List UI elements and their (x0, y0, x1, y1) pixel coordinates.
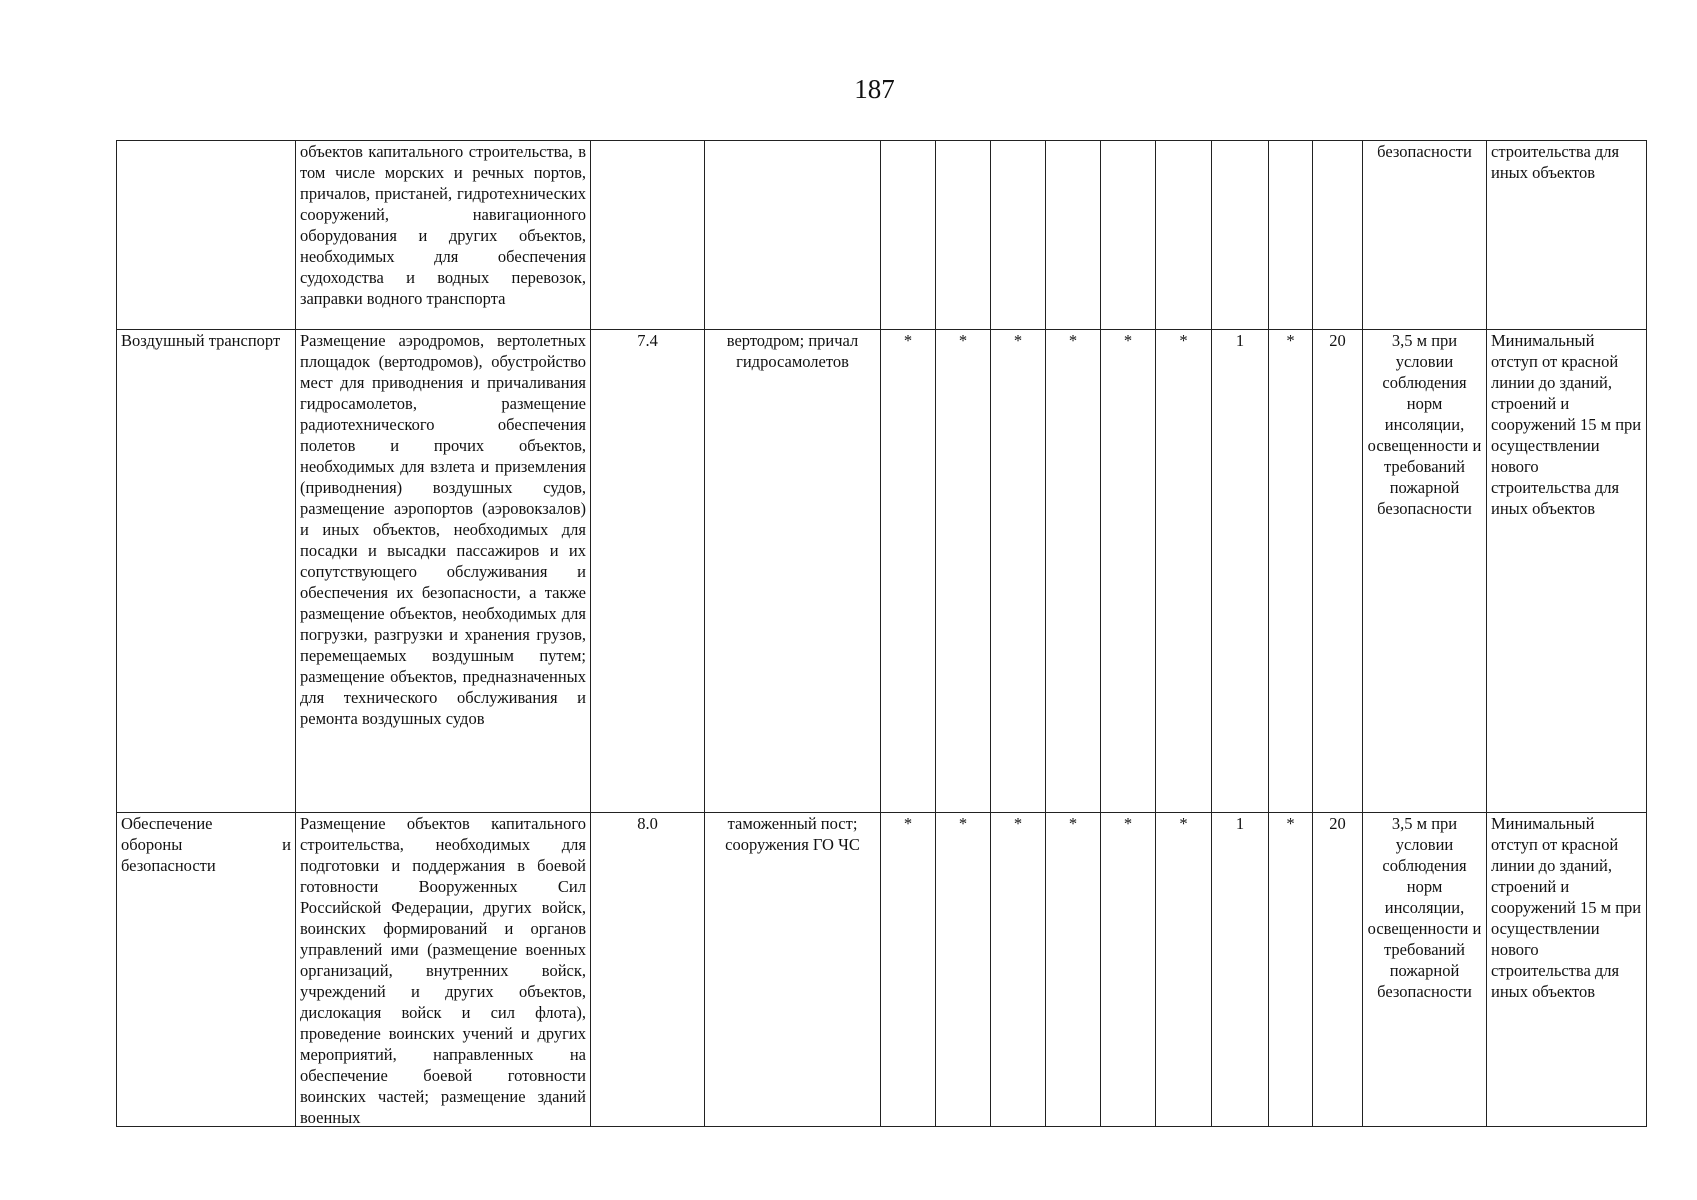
land-use-description-cell (296, 813, 591, 1127)
parameter-cell (1269, 141, 1313, 330)
indent-note-cell: безопасности (1363, 141, 1487, 330)
parameter-cell: * (936, 330, 991, 813)
parameter-cell (1046, 141, 1101, 330)
land-use-description-cell: Размещение аэродромов, вертолетных площадок (вертодромов), обустройство мест для приводнения и причаливания гидросамолетов, размещение радиотехнического обеспечения полетов и прочих объектов, необходимых для взлета и приземления (приводнения) воздушных судов, размещение аэропортов (аэровокзалов) и иных объектов, необходимых для посадки и высадки пассажиров и их сопутствующего обслуживания и обеспечения их безопасности, а также размещение объектов, необходимых для погрузки, разгрузки и хранения грузов, перемещаемых воздушным путем; размещение объектов, предназначенных для технического обслуживания и ремонта воздушных судов (296, 330, 591, 813)
parameter-cell: * (1046, 813, 1101, 1127)
land-use-type-word: и (282, 835, 291, 854)
parameter-cell: * (1269, 330, 1313, 813)
zoning-regulations-table (116, 140, 1647, 1127)
parameter-cell: * (1101, 813, 1156, 1127)
parameter-cell: * (1156, 813, 1212, 1127)
table-row (117, 330, 1647, 813)
parameter-cell (991, 141, 1046, 330)
land-use-type-cell (117, 141, 296, 330)
table-row (117, 141, 1647, 330)
land-use-type-word: обороны (121, 835, 183, 854)
parameter-cell: * (881, 330, 936, 813)
indent-note-cell: 3,5 м при условии соблюдения норм инсоляции, освещенности и требований пожарной безопасности (1363, 813, 1487, 1127)
land-use-code-cell: 8.0 (591, 813, 705, 1127)
setback-note-cell: строительства для иных объектов (1487, 141, 1647, 330)
parameter-cell: 1 (1212, 813, 1269, 1127)
parameter-cell (1101, 141, 1156, 330)
parameter-cell (1156, 141, 1212, 330)
land-use-type-cell: Воздушный транспорт (117, 330, 296, 813)
land-use-type-cell (117, 813, 296, 1127)
land-use-type-line: Обеспечение (121, 814, 213, 833)
parameter-cell: * (991, 813, 1046, 1127)
land-use-examples-cell (705, 141, 881, 330)
parameter-cell: 20 (1313, 330, 1363, 813)
table-row (117, 813, 1647, 1127)
parameter-cell: 20 (1313, 813, 1363, 1127)
land-use-code-cell (591, 141, 705, 330)
parameter-cell (881, 141, 936, 330)
land-use-type-line: безопасности (121, 856, 216, 875)
parameter-cell: * (1046, 330, 1101, 813)
parameter-cell: * (881, 813, 936, 1127)
parameter-cell: * (991, 330, 1046, 813)
land-use-code-cell: 7.4 (591, 330, 705, 813)
setback-note-cell: Минимальный отступ от красной линии до зданий, строений и сооружений 15 м при осуществлении нового строительства для иных объектов (1487, 330, 1647, 813)
parameter-cell (1313, 141, 1363, 330)
parameter-cell (936, 141, 991, 330)
land-use-examples-cell: вертодром; причал гидросамолетов (705, 330, 881, 813)
indent-note-cell: 3,5 м при условии соблюдения норм инсоляции, освещенности и требований пожарной безопасности (1363, 330, 1487, 813)
land-use-type-line (121, 834, 291, 855)
land-use-description-cell: объектов капитального строительства, в том числе морских и речных портов, причалов, пристаней, гидротехнических сооружений, навигационного оборудования и других объектов, необходимых для обеспечения судоходства и водных перевозок, заправки водного транспорта (296, 141, 591, 330)
land-use-description-text: Размещение объектов капитального строительства, необходимых для подготовки и поддержания в боевой готовности Вооруженных Сил Российской Федерации, других войск, воинских формирований и органов управлений ими (размещение военных организаций, внутренних войск, учреждений и других объектов, дислокация войск и сил флота), проведение воинских учений и других мероприятий, направленных на обеспечение боевой готовности воинских частей; размещение зданий военных (300, 814, 586, 1126)
parameter-cell: * (936, 813, 991, 1127)
land-use-examples-cell: таможенный пост; сооружения ГО ЧС (705, 813, 881, 1127)
parameter-cell: * (1156, 330, 1212, 813)
parameter-cell: * (1269, 813, 1313, 1127)
page-number: 187 (854, 74, 895, 104)
parameter-cell (1212, 141, 1269, 330)
parameter-cell: 1 (1212, 330, 1269, 813)
parameter-cell: * (1101, 330, 1156, 813)
setback-note-cell: Минимальный отступ от красной линии до зданий, строений и сооружений 15 м при осуществлении нового строительства для иных объектов (1487, 813, 1647, 1127)
